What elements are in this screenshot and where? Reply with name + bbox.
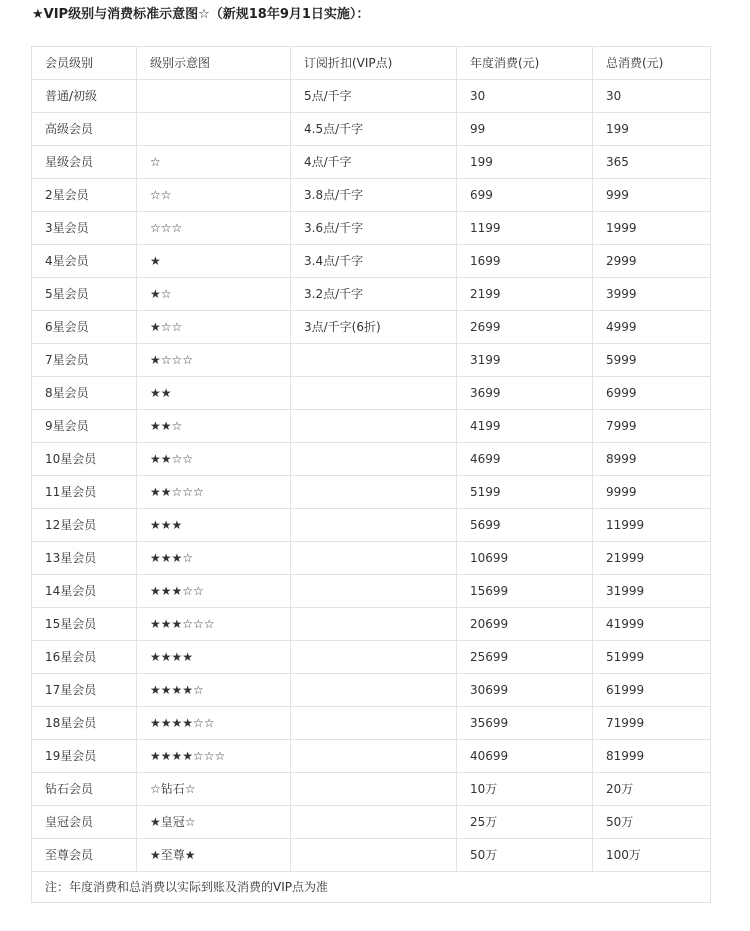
cell-total-spend: 50万 bbox=[593, 806, 711, 839]
cell-member-level: 18星会员 bbox=[32, 707, 137, 740]
cell-total-spend: 7999 bbox=[593, 410, 711, 443]
cell-level-icon: ★★★ bbox=[137, 509, 291, 542]
cell-level-icon: ☆☆ bbox=[137, 179, 291, 212]
table-row bbox=[32, 476, 711, 509]
table-row bbox=[32, 179, 711, 212]
header-member-level: 会员级别 bbox=[32, 47, 137, 80]
cell-level-icon: ☆ bbox=[137, 146, 291, 179]
cell-level-icon: ★☆☆☆ bbox=[137, 344, 291, 377]
vip-level-table bbox=[31, 46, 711, 903]
cell-level-icon: ★☆☆ bbox=[137, 311, 291, 344]
table-row bbox=[32, 641, 711, 674]
cell-discount: 5点/千字 bbox=[291, 80, 457, 113]
cell-level-icon: ★★☆ bbox=[137, 410, 291, 443]
cell-annual-spend: 20699 bbox=[457, 608, 593, 641]
cell-total-spend: 199 bbox=[593, 113, 711, 146]
cell-member-level: 10星会员 bbox=[32, 443, 137, 476]
cell-annual-spend: 199 bbox=[457, 146, 593, 179]
cell-discount bbox=[291, 476, 457, 509]
table-row bbox=[32, 674, 711, 707]
cell-annual-spend: 15699 bbox=[457, 575, 593, 608]
cell-level-icon: ★皇冠☆ bbox=[137, 806, 291, 839]
cell-discount: 3.4点/千字 bbox=[291, 245, 457, 278]
cell-total-spend: 365 bbox=[593, 146, 711, 179]
cell-annual-spend: 99 bbox=[457, 113, 593, 146]
cell-level-icon: ★★★★☆☆ bbox=[137, 707, 291, 740]
cell-annual-spend: 40699 bbox=[457, 740, 593, 773]
table-header-row bbox=[32, 47, 711, 80]
cell-member-level: 8星会员 bbox=[32, 377, 137, 410]
cell-total-spend: 1999 bbox=[593, 212, 711, 245]
cell-level-icon: ★★☆☆ bbox=[137, 443, 291, 476]
cell-annual-spend: 3199 bbox=[457, 344, 593, 377]
cell-member-level: 13星会员 bbox=[32, 542, 137, 575]
cell-discount bbox=[291, 839, 457, 872]
table-row bbox=[32, 113, 711, 146]
cell-discount bbox=[291, 707, 457, 740]
cell-member-level: 6星会员 bbox=[32, 311, 137, 344]
cell-level-icon: ★★★★☆ bbox=[137, 674, 291, 707]
cell-member-level: 钻石会员 bbox=[32, 773, 137, 806]
header-total-spend: 总消费(元) bbox=[593, 47, 711, 80]
cell-total-spend: 11999 bbox=[593, 509, 711, 542]
cell-total-spend: 4999 bbox=[593, 311, 711, 344]
cell-member-level: 皇冠会员 bbox=[32, 806, 137, 839]
cell-total-spend: 9999 bbox=[593, 476, 711, 509]
cell-discount bbox=[291, 608, 457, 641]
cell-discount: 3点/千字(6折) bbox=[291, 311, 457, 344]
cell-discount: 3.6点/千字 bbox=[291, 212, 457, 245]
cell-level-icon: ★★★☆☆☆ bbox=[137, 608, 291, 641]
cell-member-level: 至尊会员 bbox=[32, 839, 137, 872]
cell-annual-spend: 5199 bbox=[457, 476, 593, 509]
table-row bbox=[32, 212, 711, 245]
cell-annual-spend: 25万 bbox=[457, 806, 593, 839]
cell-member-level: 5星会员 bbox=[32, 278, 137, 311]
cell-discount bbox=[291, 542, 457, 575]
cell-member-level: 17星会员 bbox=[32, 674, 137, 707]
cell-level-icon: ★★★☆ bbox=[137, 542, 291, 575]
cell-total-spend: 21999 bbox=[593, 542, 711, 575]
cell-level-icon: ★★★★☆☆☆ bbox=[137, 740, 291, 773]
cell-total-spend: 100万 bbox=[593, 839, 711, 872]
table-row bbox=[32, 311, 711, 344]
cell-annual-spend: 1199 bbox=[457, 212, 593, 245]
table-row bbox=[32, 344, 711, 377]
cell-discount: 4点/千字 bbox=[291, 146, 457, 179]
cell-annual-spend: 1699 bbox=[457, 245, 593, 278]
cell-total-spend: 51999 bbox=[593, 641, 711, 674]
cell-annual-spend: 50万 bbox=[457, 839, 593, 872]
table-row bbox=[32, 377, 711, 410]
cell-discount bbox=[291, 443, 457, 476]
cell-total-spend: 5999 bbox=[593, 344, 711, 377]
cell-level-icon: ★至尊★ bbox=[137, 839, 291, 872]
cell-discount bbox=[291, 806, 457, 839]
table-row bbox=[32, 509, 711, 542]
cell-member-level: 7星会员 bbox=[32, 344, 137, 377]
table-row bbox=[32, 839, 711, 872]
cell-member-level: 3星会员 bbox=[32, 212, 137, 245]
cell-total-spend: 31999 bbox=[593, 575, 711, 608]
table-row bbox=[32, 443, 711, 476]
table-row bbox=[32, 542, 711, 575]
cell-total-spend: 30 bbox=[593, 80, 711, 113]
cell-level-icon bbox=[137, 113, 291, 146]
cell-level-icon: ★★ bbox=[137, 377, 291, 410]
cell-discount bbox=[291, 377, 457, 410]
cell-annual-spend: 4199 bbox=[457, 410, 593, 443]
cell-member-level: 16星会员 bbox=[32, 641, 137, 674]
cell-total-spend: 81999 bbox=[593, 740, 711, 773]
cell-annual-spend: 30 bbox=[457, 80, 593, 113]
cell-annual-spend: 35699 bbox=[457, 707, 593, 740]
cell-level-icon bbox=[137, 80, 291, 113]
cell-member-level: 高级会员 bbox=[32, 113, 137, 146]
table-row bbox=[32, 245, 711, 278]
cell-discount bbox=[291, 575, 457, 608]
cell-total-spend: 8999 bbox=[593, 443, 711, 476]
table-row bbox=[32, 707, 711, 740]
cell-member-level: 9星会员 bbox=[32, 410, 137, 443]
note-row bbox=[32, 872, 711, 903]
cell-level-icon: ★★★★ bbox=[137, 641, 291, 674]
table-row bbox=[32, 806, 711, 839]
cell-member-level: 14星会员 bbox=[32, 575, 137, 608]
cell-level-icon: ☆钻石☆ bbox=[137, 773, 291, 806]
cell-member-level: 19星会员 bbox=[32, 740, 137, 773]
cell-member-level: 11星会员 bbox=[32, 476, 137, 509]
cell-total-spend: 2999 bbox=[593, 245, 711, 278]
table-row bbox=[32, 146, 711, 179]
table-row bbox=[32, 773, 711, 806]
table-body bbox=[32, 80, 711, 872]
cell-discount: 3.8点/千字 bbox=[291, 179, 457, 212]
cell-discount bbox=[291, 344, 457, 377]
cell-annual-spend: 10万 bbox=[457, 773, 593, 806]
cell-total-spend: 61999 bbox=[593, 674, 711, 707]
cell-discount bbox=[291, 674, 457, 707]
cell-total-spend: 41999 bbox=[593, 608, 711, 641]
cell-annual-spend: 25699 bbox=[457, 641, 593, 674]
cell-annual-spend: 699 bbox=[457, 179, 593, 212]
note-text: 注：年度消费和总消费以实际到账及消费的VIP点为准 bbox=[32, 872, 711, 903]
header-annual-spend: 年度消费(元) bbox=[457, 47, 593, 80]
cell-annual-spend: 2199 bbox=[457, 278, 593, 311]
page-title: ★VIP级别与消费标准示意图☆（新规18年9月1日实施）： bbox=[32, 7, 370, 22]
cell-level-icon: ★☆ bbox=[137, 278, 291, 311]
cell-annual-spend: 5699 bbox=[457, 509, 593, 542]
cell-annual-spend: 2699 bbox=[457, 311, 593, 344]
cell-annual-spend: 3699 bbox=[457, 377, 593, 410]
cell-level-icon: ★★☆☆☆ bbox=[137, 476, 291, 509]
cell-discount bbox=[291, 641, 457, 674]
table-row bbox=[32, 740, 711, 773]
cell-discount: 3.2点/千字 bbox=[291, 278, 457, 311]
cell-total-spend: 3999 bbox=[593, 278, 711, 311]
cell-total-spend: 71999 bbox=[593, 707, 711, 740]
table-row bbox=[32, 575, 711, 608]
cell-total-spend: 999 bbox=[593, 179, 711, 212]
table-row bbox=[32, 608, 711, 641]
cell-member-level: 12星会员 bbox=[32, 509, 137, 542]
header-discount: 订阅折扣(VIP点) bbox=[291, 47, 457, 80]
cell-total-spend: 6999 bbox=[593, 377, 711, 410]
cell-annual-spend: 4699 bbox=[457, 443, 593, 476]
cell-level-icon: ★★★☆☆ bbox=[137, 575, 291, 608]
cell-total-spend: 20万 bbox=[593, 773, 711, 806]
cell-annual-spend: 10699 bbox=[457, 542, 593, 575]
table-row bbox=[32, 278, 711, 311]
cell-member-level: 15星会员 bbox=[32, 608, 137, 641]
cell-member-level: 4星会员 bbox=[32, 245, 137, 278]
cell-discount bbox=[291, 740, 457, 773]
cell-level-icon: ★ bbox=[137, 245, 291, 278]
cell-member-level: 星级会员 bbox=[32, 146, 137, 179]
header-level-icon: 级别示意图 bbox=[137, 47, 291, 80]
cell-member-level: 普通/初级 bbox=[32, 80, 137, 113]
table-row bbox=[32, 80, 711, 113]
cell-level-icon: ☆☆☆ bbox=[137, 212, 291, 245]
cell-discount bbox=[291, 509, 457, 542]
table-row bbox=[32, 410, 711, 443]
cell-member-level: 2星会员 bbox=[32, 179, 137, 212]
cell-discount bbox=[291, 773, 457, 806]
cell-discount bbox=[291, 410, 457, 443]
cell-annual-spend: 30699 bbox=[457, 674, 593, 707]
cell-discount: 4.5点/千字 bbox=[291, 113, 457, 146]
